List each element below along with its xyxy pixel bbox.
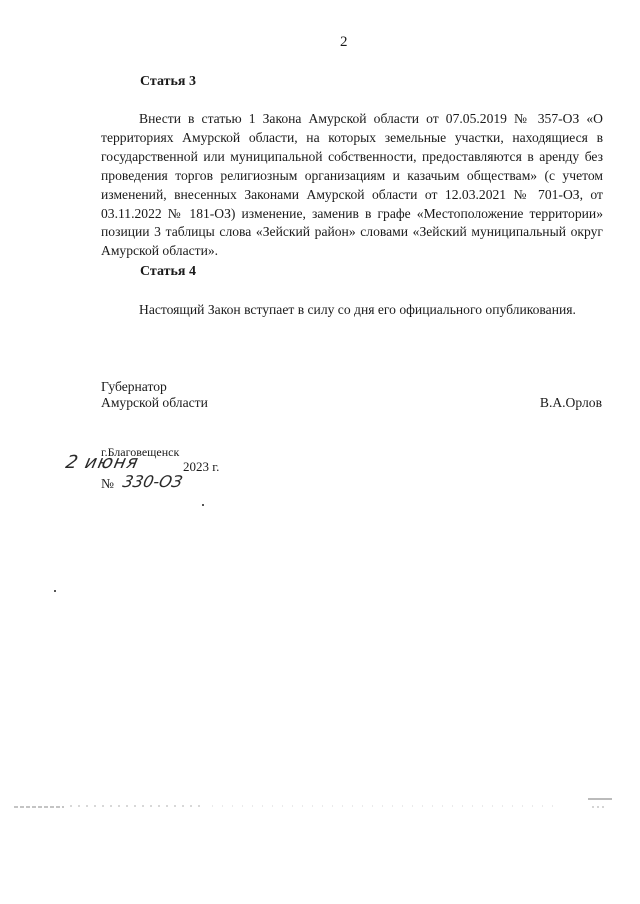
date-year: 2023 г. [183, 459, 220, 474]
article-3-text: Внести в статью 1 Закона Амурской области от 07.05.2019 № 357-ОЗ «О территориях Амурской области, на которых земельные участки, находящиеся в государственной или муниципальной собственности, предоставляются в аренду без проведения торгов религиозным организациям и казачьим обществам» (с учетом изменений, внесенных Законами Амурской области от 12.03.2021 № 701-ОЗ, от 03.11.2022 № 181-ОЗ) изменение, заменив в графе «Местоположение территории» позиции 3 таблицы слова «Зейский район» словами «Зейский муниципальный округ Амурской области». [101, 111, 603, 259]
handwritten-date: 2 июня [63, 452, 141, 473]
article-4-text: Настоящий Закон вступает в силу со дня его официального опубликования. [139, 302, 576, 317]
page-number: 2 [340, 34, 348, 50]
place-of-signing: г.Благовещенск [101, 445, 180, 459]
signatory-title [101, 379, 208, 411]
scan-speck [202, 504, 204, 506]
signatory-name: В.А.Орлов [539, 395, 602, 410]
number-sign: № [101, 476, 114, 491]
scan-speck [54, 590, 56, 592]
handwritten-law-number: 330-ОЗ [120, 472, 185, 491]
article-3-heading: Статья 3 [140, 74, 196, 89]
signatory-title-line1: Губернатор [101, 379, 167, 394]
article-4-heading: Статья 4 [140, 264, 196, 279]
signatory-title-line2: Амурской области [101, 395, 208, 410]
scan-edge-marks [0, 795, 640, 815]
